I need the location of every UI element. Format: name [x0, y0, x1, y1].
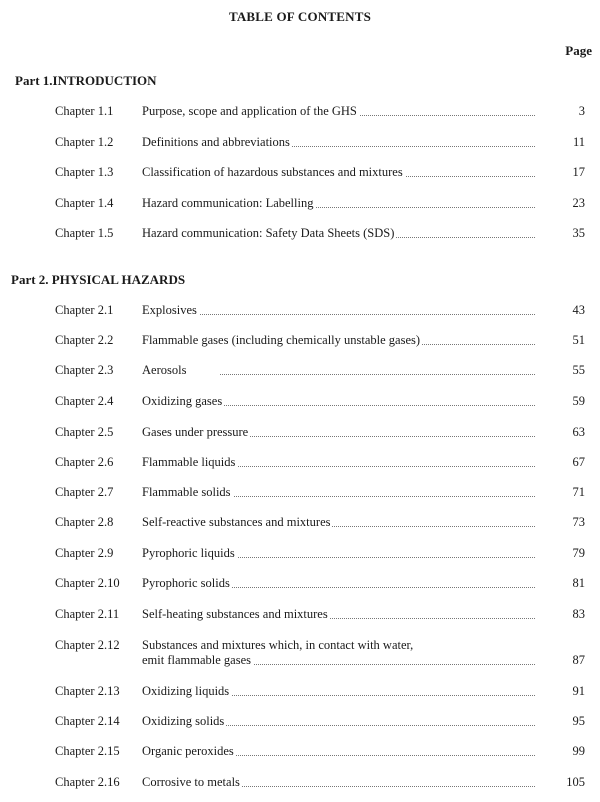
- toc-entry[interactable]: [55, 363, 585, 383]
- chapter-title: Flammable gases (including chemically unstable gases): [142, 333, 535, 348]
- toc-entry[interactable]: [55, 744, 585, 764]
- page-number: 51: [572, 333, 585, 347]
- page-number: 55: [572, 363, 585, 377]
- chapter-title: Oxidizing solids: [142, 714, 535, 729]
- toc-entry[interactable]: [55, 638, 585, 674]
- chapter-title: Pyrophoric solids: [142, 576, 535, 591]
- page-number: 99: [572, 744, 585, 758]
- chapter-label: Chapter 2.4: [55, 394, 114, 408]
- toc-entry[interactable]: [55, 684, 585, 704]
- chapter-label: Chapter 2.12: [55, 638, 120, 652]
- toc-entry[interactable]: [55, 394, 585, 414]
- toc-entry[interactable]: [55, 196, 585, 216]
- page-number: 87: [572, 653, 585, 667]
- page-number: 91: [572, 684, 585, 698]
- page-number: 17: [572, 165, 585, 179]
- chapter-title: emit flammable gases: [142, 653, 535, 668]
- chapter-label: Chapter 2.11: [55, 607, 120, 621]
- page-number: 67: [572, 455, 585, 469]
- page-number: 59: [572, 394, 585, 408]
- toc-entry[interactable]: [55, 576, 585, 596]
- page-number: 11: [572, 135, 585, 149]
- page-number: 3: [578, 104, 585, 118]
- chapter-label: Chapter 2.16: [55, 775, 120, 789]
- toc-entry[interactable]: [55, 455, 585, 475]
- page-number: 23: [572, 196, 585, 210]
- toc-entry[interactable]: [55, 714, 585, 734]
- chapter-title: Flammable liquids: [142, 455, 535, 470]
- page-number: 105: [566, 775, 585, 789]
- page-title: TABLE OF CONTENTS: [228, 9, 372, 24]
- page-number: 43: [572, 303, 585, 317]
- toc-entry[interactable]: [55, 425, 585, 445]
- chapter-title: Organic peroxides: [142, 744, 535, 759]
- chapter-label: Chapter 2.7: [55, 485, 114, 499]
- toc-entry[interactable]: [55, 303, 585, 323]
- chapter-title: Explosives: [142, 303, 535, 318]
- chapter-label: Chapter 2.9: [55, 546, 114, 560]
- page-number: 71: [572, 485, 585, 499]
- chapter-label: Chapter 2.6: [55, 455, 114, 469]
- chapter-title: Hazard communication: Safety Data Sheets (SDS): [142, 226, 535, 241]
- page-column-header: Page: [565, 43, 592, 58]
- chapter-title: Corrosive to metals: [142, 775, 535, 790]
- chapter-label: Chapter 1.2: [55, 135, 114, 149]
- chapter-label: Chapter 1.3: [55, 165, 114, 179]
- chapter-label: Chapter 2.15: [55, 744, 120, 758]
- part-heading: Part 1.INTRODUCTION: [15, 73, 157, 88]
- toc-entry[interactable]: [55, 546, 585, 566]
- page-number: 35: [572, 226, 585, 240]
- page-number: 63: [572, 425, 585, 439]
- toc-entry[interactable]: [55, 775, 585, 795]
- chapter-label: Chapter 2.13: [55, 684, 120, 698]
- chapter-label: Chapter 2.1: [55, 303, 114, 317]
- chapter-label: Chapter 2.8: [55, 515, 114, 529]
- chapter-title: Aerosols: [142, 363, 535, 378]
- toc-entry[interactable]: [55, 485, 585, 505]
- toc-entry[interactable]: [55, 333, 585, 353]
- toc-entry[interactable]: [55, 226, 585, 246]
- page-number: 79: [572, 546, 585, 560]
- chapter-title: Self-heating substances and mixtures: [142, 607, 535, 622]
- chapter-title: Pyrophoric liquids: [142, 546, 535, 561]
- chapter-title: Oxidizing gases: [142, 394, 535, 409]
- chapter-label: Chapter 2.2: [55, 333, 114, 347]
- chapter-title-line1: Substances and mixtures which, in contact with water,: [142, 638, 414, 652]
- chapter-label: Chapter 2.10: [55, 576, 120, 590]
- chapter-label: Chapter 2.14: [55, 714, 120, 728]
- toc-entry[interactable]: [55, 104, 585, 124]
- chapter-title: Oxidizing liquids: [142, 684, 535, 699]
- part-heading: Part 2. PHYSICAL HAZARDS: [11, 272, 186, 287]
- chapter-title: Self-reactive substances and mixtures: [142, 515, 535, 530]
- chapter-title: Hazard communication: Labelling: [142, 196, 535, 211]
- chapter-label: Chapter 1.5: [55, 226, 114, 240]
- toc-entry[interactable]: [55, 515, 585, 535]
- chapter-title: Classification of hazardous substances and mixtures: [142, 165, 535, 180]
- chapter-title: Gases under pressure: [142, 425, 535, 440]
- toc-entry[interactable]: [55, 165, 585, 185]
- chapter-label: Chapter 1.4: [55, 196, 114, 210]
- chapter-label: Chapter 2.3: [55, 363, 114, 377]
- page-number: 73: [572, 515, 585, 529]
- toc-entry[interactable]: [55, 607, 585, 627]
- page-number: 81: [572, 576, 585, 590]
- chapter-label: Chapter 1.1: [55, 104, 114, 118]
- chapter-title: Definitions and abbreviations: [142, 135, 535, 150]
- toc-entry[interactable]: [55, 135, 585, 155]
- chapter-title: Flammable solids: [142, 485, 535, 500]
- page-number: 95: [572, 714, 585, 728]
- page-number: 83: [572, 607, 585, 621]
- chapter-label: Chapter 2.5: [55, 425, 114, 439]
- chapter-title: Purpose, scope and application of the GHS: [142, 104, 535, 119]
